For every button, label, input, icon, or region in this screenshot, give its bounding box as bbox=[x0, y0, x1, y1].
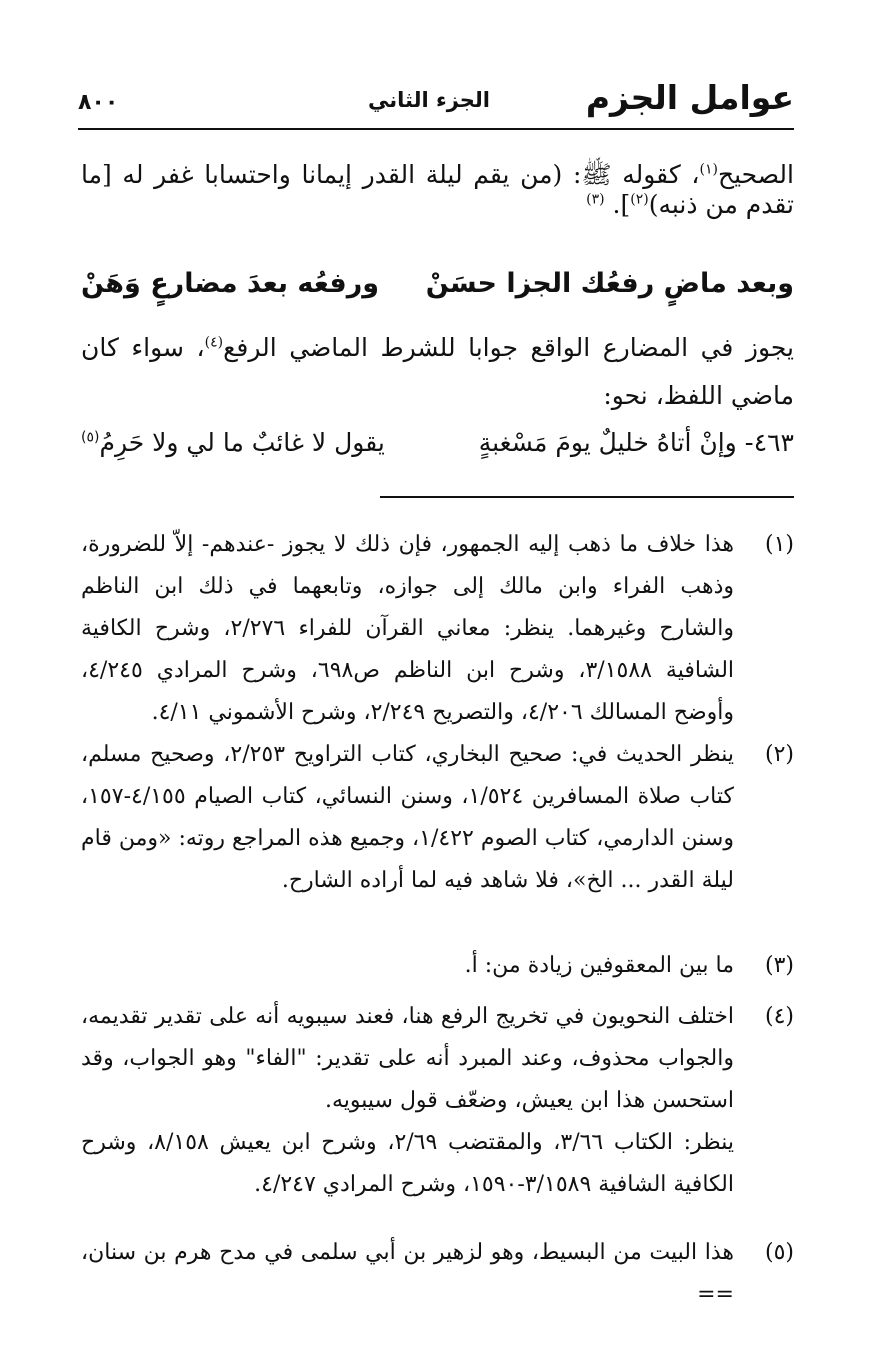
page-header bbox=[78, 70, 794, 130]
verse-first-hemistich: وبعد ماضٍ رفعُك الجزا حسَنْ bbox=[425, 268, 794, 299]
footnote-separator bbox=[380, 496, 794, 498]
footnote-3 bbox=[81, 945, 794, 987]
footnote-number: (١) bbox=[764, 532, 794, 557]
part-title: الجزء الثاني bbox=[368, 88, 491, 112]
hadith-paragraph bbox=[81, 160, 794, 220]
footnote-number: (٣) bbox=[764, 953, 794, 978]
footnote-text: هذا خلاف ما ذهب إليه الجمهور، فإن ذلك لا يجوز -عندهم- إلاّ للضرورة، وذهب الفراء وابن مالك إلى جوازه، وتابعهما في ذلك ابن الناظم والشارح وغيرهما. ينظر: معاني القرآن للفراء ٢/٢٧٦، وشرح الكافية الشافية ٣/١٥٨٨، وشرح ابن الناظم ص٦٩٨، وشرح المرادي ٤/٢٤٥، وأوضح المسالك ٤/٢٠٦، والتصريح ٢/٢٤٩، وشرح الأشموني ٤/١١. bbox=[81, 532, 735, 725]
paragraph-text: ، كقوله ﷺ: (من يقم ليلة القدر إيمانا واحتسابا غفر له [ما تقدم من ذنبه) bbox=[81, 160, 794, 219]
footnote-ref: (٤) bbox=[204, 334, 224, 351]
chapter-title: عوامل الجزم bbox=[585, 78, 794, 117]
verse-second-hemistich: يقول لا غائبٌ ما لي ولا حَرِمُ$^{(٥)}$ bbox=[81, 428, 385, 457]
paragraph-text: ]. bbox=[612, 190, 631, 219]
footnote-number: (٢) bbox=[764, 742, 794, 767]
footnote-text: اختلف النحويون في تخريج الرفع هنا، فعند سيبويه أنه على تقدير تقديمه، والجواب محذوف، وعند المبرد أنه على تقدير: "الفاء" وهو الجواب، وقد استحسن هذا ابن يعيش، وضعّف قول سيبويه. bbox=[81, 1004, 734, 1113]
footnote-2 bbox=[81, 734, 794, 902]
footnote-ref: (١) bbox=[699, 161, 718, 178]
footnote-5 bbox=[81, 1232, 794, 1316]
footnote-text: ينظر الحديث في: صحيح البخاري، كتاب التراويح ٢/٢٥٣، وصحيح مسلم، كتاب صلاة المسافرين ١/٥٢٤، وسنن النسائي، كتاب الصيام ٤/١٥٥-١٥٧، وسنن الدارمي، كتاب الصوم ١/٤٢٢، وجميع هذه المراجع روته: «ومن قام ليلة القدر ... الخ»، فلا شاهد فيه لما أراده الشارح. bbox=[81, 742, 734, 893]
footnote-number: (٥) bbox=[764, 1240, 794, 1265]
footnote-ref: (٢) bbox=[630, 191, 649, 208]
paragraph-text: الصحيح bbox=[717, 160, 794, 189]
footnote-references: ينظر: الكتاب ٣/٦٦، والمقتضب ٢/٦٩، وشرح ابن يعيش ٨/١٥٨، وشرح الكافية الشافية ٣/١٥٨٩-١٥٩٠، وشرح المرادي ٤/٢٤٧. bbox=[81, 1130, 734, 1197]
footnote-4 bbox=[81, 996, 794, 1206]
footnote-ref: (٣) bbox=[586, 191, 605, 208]
verse-first-hemistich: ٤٦٣- وإنْ أتاهُ خليلٌ يومَ مَسْغبةٍ bbox=[478, 428, 794, 457]
footnote-ref: (٥) bbox=[81, 429, 100, 446]
footnote-text: هذا البيت من البسيط، وهو لزهير بن أبي سلمى في مدح هرم بن سنان، == bbox=[81, 1240, 734, 1307]
commentary-paragraph bbox=[81, 324, 794, 420]
example-verse bbox=[81, 428, 794, 468]
verse-second-hemistich: ورفعُه بعدَ مضارعٍ وَهَنْ bbox=[81, 268, 380, 299]
footnote-text: ما بين المعقوفين زيادة من: أ. bbox=[464, 953, 734, 978]
paragraph-text: يجوز في المضارع الواقع جوابا للشرط الماضي الرفع bbox=[223, 333, 795, 362]
footnote-number: (٤) bbox=[764, 1004, 794, 1029]
alfiyya-verse bbox=[81, 268, 794, 308]
page-number: ٨٠٠ bbox=[78, 90, 119, 115]
paragraph-text: ، سواء كان ماضي اللفظ، نحو: bbox=[81, 333, 794, 410]
footnote-1 bbox=[81, 524, 794, 734]
